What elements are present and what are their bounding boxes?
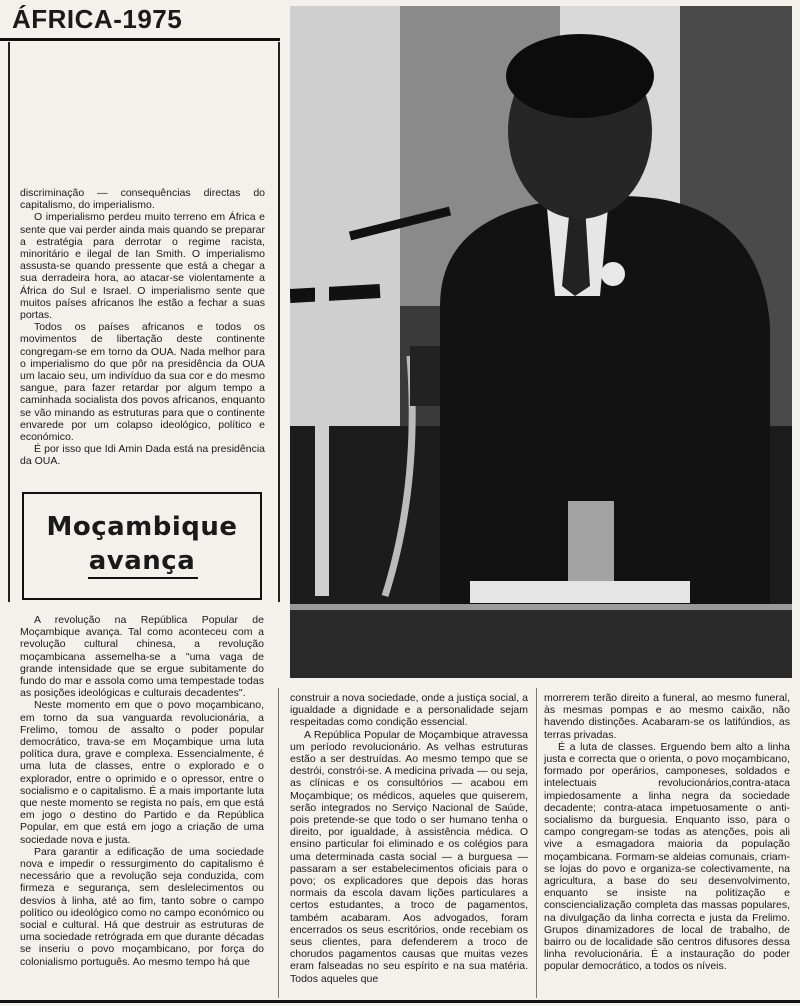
- col1-paragraph: Para garantir a edificação de uma sociedade nova e impedir o ressurgimento do capitalismo é necessário que a revolução seja conduzida, com firmeza e segurança, sem deslelecimentos ou desvios à linha, até ao fim, tanto sobre o campo político ou ideológico como no campo económico ou social e cultural. Há que destruir as estruturas de uma sociedade retrógrada em que durante décadas se inseriu o povo moçambicano, por força do colonialismo português. Ao mesmo tempo há que: [20, 845, 264, 968]
- col3-paragraph: É a luta de classes. Erguendo bem alto a linha justa e correcta que o orienta, o povo moçambicano, formado por operários, camponeses, soldados e intelectuais revolucionários,contra-ataca impiedosamente a linha negra da sociedade decadente; contra-ataca impetuosamente o anti-socialismo da burguesia. Enquanto isso, para o campo congregam-se todas as atenções, pois ali vive a esmagadora maioria da população moçambicana. Formam-se aldeias comunais, criam-se lojas do povo e organiza-se colectivamente, na agricultura, a base do seu desenvolvimento, enquanto se insiste na politização e consciencialização completa das massas populares, na divulgação da linha correcta e justa da Frelimo. Grupos dinamizadores de local de trabalho, de bairro ou de localidade são centros difusores dessa linha revolucionária. É a instauração do poder popular democrático, a todos os níveis.: [544, 740, 790, 973]
- left-paragraph: É por isso que Idi Amin Dada está na presidência da OUA.: [20, 443, 265, 468]
- left-paragraph: discriminação — consequências directas do capitalismo, do imperialismo.: [20, 187, 265, 212]
- col2-paragraph: construir a nova sociedade, onde a justiça social, a igualdade a dignidade e a personalidade sejam respeitadas como condição essencial.: [290, 692, 528, 729]
- header: [0, 0, 280, 40]
- page-title: ÁFRICA-1975: [12, 4, 183, 34]
- column-divider: [278, 688, 279, 998]
- section-title-line1: Moçambique: [46, 512, 238, 542]
- title-rule: [0, 38, 280, 41]
- left-paragraph: Todos os países africanos e todos os movimentos de libertação deste continente congregam-se em torno da OUA. Nada melhor para o imperialismo do que pôr na presidência da OUA um lacaio seu, um indivíduo da sua cor e do mesmo sangue, para fazer retardar por algum tempo a caminhada socialista dos povos africanos, enquanto se vão minando as estruturas para que o continente envarede por um colapso ideológico, político e económico.: [20, 321, 265, 444]
- left-column: [20, 187, 265, 468]
- col1-paragraph: A revolução na República Popular de Moçambique avança. Tal como aconteceu com a revolução cultural chinesa, a revolução moçambicana assemelha-se a "uma vaga de grande intensidade que se ergue subitamente do fundo do mar e assola como uma tempestade todas as posições ideológicas e culturais decadentes".: [20, 614, 264, 700]
- section-title-line2: avança: [88, 546, 196, 576]
- col3-paragraph: morrerem terão direito a funeral, ao mesmo funeral, às mesmas pompas e ao mesmo caixão, não havendo distinções. Acabaram-se os latifúndios, as terras privadas.: [544, 692, 790, 741]
- left-paragraph: O imperialismo perdeu muito terreno em África e sente que vai perder ainda mais quando se preparar a estratégia para derrotar o regime racista, minoritário e ilegal de Ian Smith. O imperialismo assusta-se quando pressente que está a chegar a sua derradeira hora, ao atacar-se violentamente a África do Sul e Israel. O imperialismo sente que muitos países africanos lhe estão a fechar a suas portas.: [20, 211, 265, 322]
- bottom-column-3: [544, 692, 790, 973]
- speaker-photo: [290, 6, 792, 678]
- section-title-box: [22, 492, 262, 600]
- col2-paragraph: A República Popular de Moçambique atravessa um período revolucionário. As velhas estruturas estão a ser destruídas. Ao mesmo tempo que se destrói, constrói-se. A medicina privada — ou seja, as clínicas e os consultórios — acabou em Moçambique; os médicos, aqueles que quiserem, serão integrados no Serviço Nacional de Saúde, pois pretende-se que todo o ser humano tenha o direito, por igualdade, à assistência médica. O ensino particular foi eliminado e os colégios para uma determinada casta social — a burguesa — passaram a ser estabelecimentos oficiais para o povo; os explicadores que depois das horas normais da escola davam lições particulares a certos estudantes, a troco de pagamentos, também acabaram. Aos advogados, foram encerrados os seus escritórios, onde recebiam os seus clientes, para defenderem a troco de chorudos pagamentos causas que muitas vezes eram falseadas no seu espírito e na sua matéria. Todos aqueles que: [290, 728, 528, 985]
- bottom-column-1: [20, 614, 264, 968]
- bottom-column-2: [290, 692, 528, 985]
- photo-illustration: [290, 6, 792, 678]
- column-divider: [536, 688, 537, 998]
- bottom-rule: [0, 1000, 800, 1003]
- title-underline: [88, 577, 198, 579]
- col1-paragraph: Neste momento em que o povo moçambicano, em torno da sua vanguarda revolucionária, a Frelimo, tomou de assalto o poder popular democrático, trava-se em Moçambique uma luta política dura, grave e complexa. Essencialmente, é uma luta de classes, entre o explorado e o explorador, entre o oprimido e o opressor, entre o socialismo e o capitalismo. É a mais importante luta que neste momento se regista no país, em que está em jogo o destino do Partido e da República Popular, em que está em jogo a criação de uma sociedade nova e justa.: [20, 699, 264, 846]
